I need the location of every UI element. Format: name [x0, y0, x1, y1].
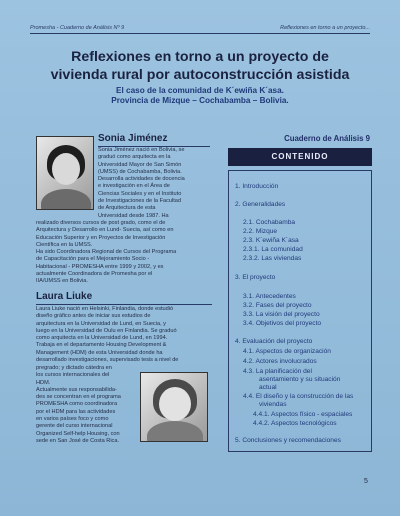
header-right: Reflexiones en torno a un proyecto...: [280, 25, 370, 31]
title-line: vivienda rural por autoconstrucción asistida: [50, 67, 350, 83]
bio-line: Organized Self-help Housing, con: [36, 430, 120, 437]
bio-line: como arquitecta en la Universidad de Lund, en 1994.: [36, 335, 168, 342]
bio-line: actualmente Coordinadora de Promesha por el: [36, 271, 153, 278]
bio-line: Universidad Mayor de San Simón: [98, 161, 182, 168]
table-of-contents: [228, 170, 372, 452]
bio-line: desarrollado investigaciones, supervisado tesis a nivel de: [36, 357, 179, 364]
bio-line: HDM.: [36, 379, 51, 386]
running-header: [30, 24, 370, 34]
toc-item[interactable]: actual: [259, 384, 277, 391]
toc-item[interactable]: 3.3. La visión del proyecto: [243, 311, 320, 318]
bio-line: diseño gráfico antes de iniciar sus estudios de: [36, 313, 151, 320]
toc-item[interactable]: 3.1. Antecedentes: [243, 293, 296, 300]
bio-line: realizado diversos cursos de post grado, como el de: [36, 220, 166, 226]
toc-item[interactable]: 2.3. K´ewiña K´asa: [243, 237, 299, 244]
bio-line: e investigación en el Área de: [98, 183, 170, 190]
toc-item[interactable]: 3. El proyecto: [235, 274, 276, 281]
toc-item[interactable]: 4.3. La planificación del: [243, 368, 312, 375]
toc-item[interactable]: 2.1. Cochabamba: [243, 219, 296, 226]
bio-line: Habitacional - PROMESHA entre 1999 y 2002, y es: [36, 263, 164, 270]
subtitle-line: El caso de la comunidad de K´ewiña K´asa.: [116, 86, 284, 95]
bio-line: Laura Liuke nació en Helsinki, Finlandia, donde estudió: [36, 306, 174, 312]
bio-line: (UMSS) de Cochabamba, Bolivia.: [98, 168, 182, 175]
bio-line: sede en San José de Costa Rica.: [36, 437, 120, 444]
page-title: [30, 48, 370, 84]
author-bio-sonia-full: [36, 220, 176, 286]
subtitle-line: Provincia de Mizque – Cochabamba – Bolivia.: [111, 96, 289, 105]
bio-line: PROMESHA como coordinadora: [36, 401, 118, 408]
author-bio-laura-left: [36, 365, 121, 445]
bio-line: en varios países foco y como: [36, 416, 109, 423]
bio-line: de Investigaciones de la Facultad: [98, 198, 182, 205]
author-photo-sonia: [36, 136, 94, 210]
toc-item[interactable]: asentamiento y su situación: [259, 376, 341, 383]
toc-item[interactable]: 4.4.1. Aspectos físico - espaciales: [253, 411, 353, 418]
bio-line: de Capacitación para el Mejoramiento Socio -: [36, 256, 150, 263]
author-photo-laura: [140, 372, 208, 442]
author-bio-sonia-right: [98, 147, 185, 220]
toc-item[interactable]: 1. Introducción: [235, 183, 279, 190]
bio-line: Científica en la UMSS.: [36, 241, 93, 248]
page-number: 5: [364, 478, 368, 485]
toc-item[interactable]: 4.4. El diseño y la construcción de las: [243, 393, 354, 400]
divider: [36, 304, 212, 305]
bio-line: Desarrolla actividades de docencia: [98, 176, 185, 183]
bio-line: Ciencias Sociales y en el Instituto: [98, 190, 182, 197]
toc-item[interactable]: 2.2. Mizque: [243, 228, 278, 235]
toc-item[interactable]: viviendas: [259, 401, 287, 408]
bio-line: gerente del curso internacional: [36, 423, 113, 430]
toc-item[interactable]: 2. Generalidades: [235, 201, 286, 208]
bio-line: Sonia Jiménez nació en Bolivia, se: [98, 147, 185, 153]
bio-line: IIA/UMSS en Bolivia.: [36, 278, 88, 285]
toc-item[interactable]: 4.4.2. Aspectos tecnológicos: [253, 420, 337, 427]
toc-item[interactable]: 4.1. Aspectos de organización: [243, 348, 331, 355]
title-line: Reflexiones en torno a un proyecto de: [71, 49, 329, 65]
author-name-sonia: Sonia Jiménez: [98, 133, 168, 144]
series-label: Cuaderno de Análisis 9: [284, 134, 370, 143]
bio-line: los cursos internacionales del: [36, 372, 110, 379]
toc-heading: CONTENIDO: [228, 148, 372, 166]
bio-line: des se concentran en el programa: [36, 394, 121, 401]
bio-line: Educación Superior y en Proyectos de Investigación: [36, 234, 166, 241]
toc-item[interactable]: 5. Conclusiones y recomendaciones: [235, 437, 341, 444]
toc-item[interactable]: 2.3.2. Las viviendas: [243, 255, 302, 262]
bio-line: Actualmente sus responsabilida-: [36, 386, 117, 393]
bio-line: Ha sido Coordinadora Regional de Cursos del Programa: [36, 249, 177, 256]
bio-line: Universidad desde 1987. Ha: [98, 212, 169, 219]
page-subtitle: [30, 86, 370, 106]
toc-item[interactable]: 4. Evaluación del proyecto: [235, 338, 313, 345]
toc-item[interactable]: 3.4. Objetivos del proyecto: [243, 320, 322, 327]
bio-line: de Arquitectura de esta: [98, 205, 156, 212]
toc-item[interactable]: 2.3.1. La comunidad: [243, 246, 303, 253]
bio-line: Arquitectura y Desarrollo en Lund- Suecia, así como en: [36, 227, 174, 234]
bio-line: por el HDM para las actividades: [36, 408, 116, 415]
author-name-laura: Laura Liuke: [36, 291, 93, 302]
bio-line: luego en la Universidad de Oulu en Finlandia. Se graduó: [36, 327, 177, 334]
toc-item[interactable]: 3.2. Fases del proyecto: [243, 302, 312, 309]
author-bio-laura-full: [36, 306, 178, 364]
header-left: Promesha - Cuaderno de Análisis Nº 9: [30, 25, 125, 31]
bio-line: Management (HDM) de esta Universidad donde ha: [36, 349, 163, 356]
bio-line: Trabaja en el departamento Housing Development &: [36, 342, 167, 349]
bio-line: arquitectura en la Universidad de Lund, en Suecia, y: [36, 320, 166, 327]
toc-item[interactable]: 4.2. Actores involucrados: [243, 358, 317, 365]
bio-line: pregrado; y dictado cátedra en: [36, 365, 112, 371]
bio-line: graduó como arquitecta en la: [98, 154, 171, 161]
